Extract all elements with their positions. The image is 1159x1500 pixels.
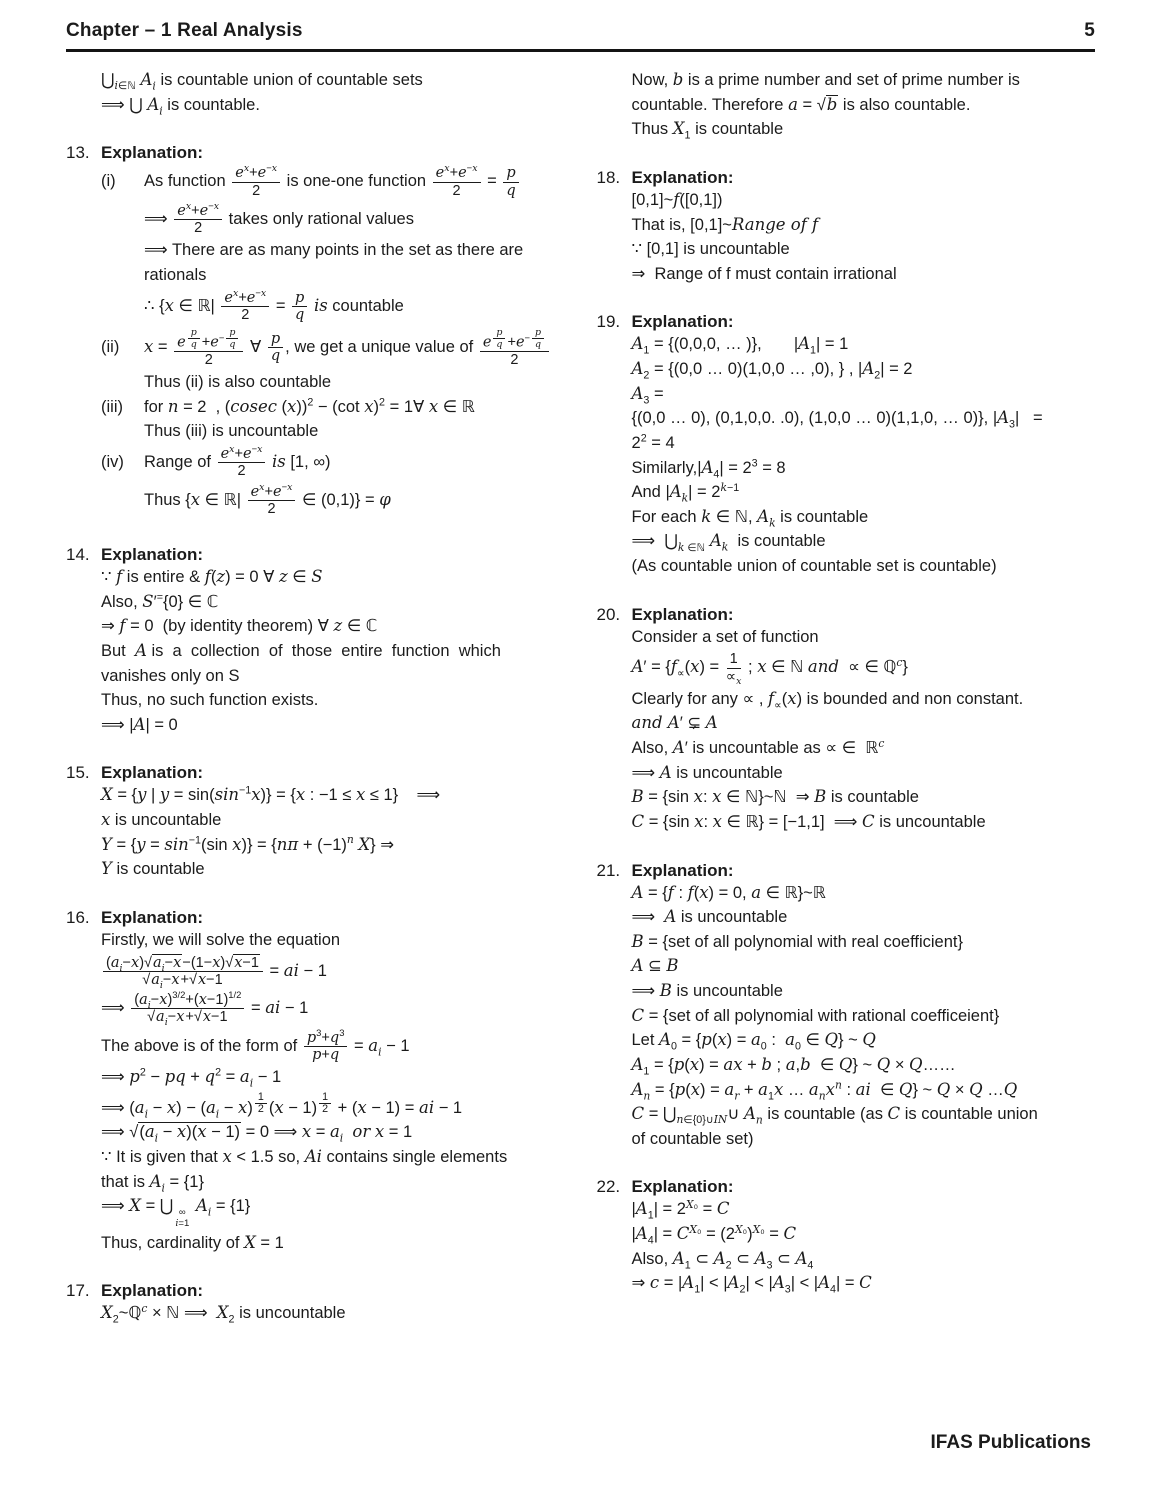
item-head: [597, 168, 1096, 188]
content-line: ⟹ A is uncountable: [631, 762, 783, 782]
item-number: 18.: [596, 167, 621, 187]
explanation-item-22: [597, 1177, 1096, 1296]
content-line: B = {set of all polynomial with real coefficient}: [631, 931, 963, 951]
content-line: ⟹ $\frac{e^x+e^{-x}}{2}$ takes only rational values: [144, 199, 414, 236]
content-line: $A_3$ =: [631, 383, 664, 406]
item-body: [632, 881, 1096, 1152]
content-line: That is, [0,1]~Range of f: [631, 214, 819, 234]
content-line: ⇒ f = 0 (by identity theorem) ∀ z ∈ ℂ: [101, 616, 378, 636]
content-line: ∵ f is entire & f(z) = 0 ∀ z ∈ S: [101, 567, 323, 587]
explanation-item-16: [66, 908, 565, 1255]
explanation-item-20: [597, 605, 1096, 835]
content-line: ⟹ $√(a_i - x)(x - 1) = 0$ ⟹ $x = a_i$ or x = 1: [101, 1122, 413, 1145]
content-line: $|A_1| = 2^{X_0} = C$: [631, 1197, 730, 1222]
content-line: Thus (ii) is also countable: [144, 373, 332, 392]
content-line: ⟹ ⋃ $A_i$ is countable.: [101, 94, 260, 117]
item-number: 15.: [66, 763, 90, 783]
item-body: [101, 68, 565, 117]
item-body: [101, 565, 565, 737]
right-column: [597, 68, 1096, 1352]
content-line: Let $A_0 = \{p(x) = a_0$ : $a_0$ ∈ Q} ~ Q: [631, 1030, 876, 1053]
item-head: [66, 763, 565, 783]
content-line: Thus {x ∈ ℝ| $\frac{e^x+e^{-x}}{2}$ ∈ (0,1)} = φ: [144, 480, 391, 517]
two-column-layout: [66, 68, 1095, 1352]
content-line: ⟹ X = ⋃ ∞ i=1 $A_i = \{1\}$: [101, 1196, 251, 1229]
content-line: The above is of the form of $\frac{p^3+q^3}{p+q}$ = $a_i - 1$: [101, 1026, 410, 1063]
item-head: [66, 143, 565, 163]
content-line: $A_n = \{p(x) = a_r + a_1x$ … $a_nx^n$ : ai ∈ Q} ~ Q × Q …Q: [631, 1078, 1018, 1102]
item-body: [632, 625, 1096, 835]
content-line: [0,1]~f([0,1]): [631, 189, 723, 209]
explanation-label: Explanation:: [631, 860, 734, 880]
content-line: $A_1 = \{p(x)$ = ax + b ; a,b ∈ Q} ~ Q × Q……: [631, 1054, 956, 1078]
content-line: ⟹ A is uncountable: [631, 907, 788, 927]
item-number: 21.: [596, 860, 621, 880]
item-head: [597, 312, 1096, 332]
item-number: 13.: [66, 143, 90, 163]
explanation-item-17: [66, 1281, 565, 1326]
content-line: C = {sin x: x ∈ ℝ} = [−1,1] ⟹ C is uncountable: [631, 811, 986, 831]
item-body: [632, 1197, 1096, 1296]
content-line: (ii) x = e $^{\frac{p}{q}}$ $+e^{- \frac{p}{q}}$ 2 ∀ $\frac{p}{q}$ , we get a unique value of e $^{\frac{p}{q}}$ $+e^{- \frac{p}{q}}$ 2: [101, 325, 565, 370]
item-head: [597, 861, 1096, 881]
content-line: $X_2\sim ℚ^c$ × ℕ ⟹ $X_2$ is uncountable: [101, 1301, 346, 1326]
content-line: that is $A_i = \{1\}$: [101, 1171, 204, 1194]
explanation-label: Explanation:: [101, 143, 204, 163]
content-line: X = {y | $y = \sin(\sin^{-1}x)\} = \{x$ : −1 ≤ x ≤ 1} ⟹: [101, 784, 441, 805]
content-line: Also, S′={0} ∈ ℂ: [101, 591, 219, 611]
content-line: A ⊆ B: [631, 956, 679, 976]
item-number: 19.: [596, 312, 621, 332]
content-line: (iv) Range of $\frac{e^x+e^{-x}}{2}$ is [1, ∞): [101, 443, 331, 480]
item-body: [101, 783, 565, 882]
item-number: 22.: [596, 1177, 621, 1197]
content-line: (iii) for n = 2 , (cosec (x))$^2$ − (cot x)$^2$ = 1∀ x ∈ ℝ: [101, 396, 475, 416]
content-line: $|A_4| = C^{X_0} = (2^{X_0})^{X_0} = C$: [631, 1222, 797, 1247]
item-number: 16.: [66, 907, 90, 927]
content-line: ⟹ $⋃_{k \in ℕ}$ $A_k$ is countable: [631, 531, 826, 554]
item-body: [101, 163, 565, 519]
explanation-item-13: [66, 143, 565, 519]
explanation-label: Explanation:: [101, 907, 204, 927]
content-line: ⟹ |A| = 0: [101, 714, 178, 734]
content-line: ⇒ $c = |A_1| < |A_2| < |A_3| < |A_4| = C$: [631, 1273, 872, 1296]
content-line: Thus, cardinality of X = 1: [101, 1232, 284, 1252]
content-line: x is uncountable: [101, 810, 222, 830]
item-body: [101, 928, 565, 1255]
content-line: ∵ It is given that x < 1.5 so, Ai contains single elements: [101, 1147, 508, 1167]
content-line: But A is a collection of those entire function which: [101, 640, 501, 660]
content-line: ⟹ $p^2$ − pq + $q^2 = a_i - 1$: [101, 1066, 282, 1090]
explanation-item-14: [66, 545, 565, 737]
content-line: ⟹ B is uncountable: [631, 981, 783, 1000]
content-line: ⟹ There are as many points in the set as there are: [144, 241, 524, 260]
content-line: For each k ∈ ℕ, $A_k$ is countable: [631, 506, 869, 530]
content-line: $C = ⋃_{n\in\{0\}\cup IN}\cup$ $A_n$ is countable (as C is countable union: [631, 1104, 1038, 1127]
left-column: [66, 68, 565, 1352]
page-number: 5: [1084, 20, 1095, 41]
item-head: [597, 605, 1096, 625]
item-head: [66, 908, 565, 928]
continued-text: [597, 68, 1096, 142]
item-head: [597, 1177, 1096, 1197]
item-number: 14.: [66, 545, 90, 565]
item-body: [632, 332, 1096, 578]
content-line: rationals: [144, 265, 207, 284]
chapter-title: Chapter – 1 Real Analysis: [66, 20, 303, 41]
continued-text: [66, 68, 565, 117]
item-body: [632, 68, 1096, 142]
page-header: [66, 20, 1095, 42]
item-head: [66, 1281, 565, 1301]
content-line: ∵ [0,1] is uncountable: [631, 240, 790, 259]
content-line: ∴ {x ∈ ℝ| $\frac{e^x+e^{-x}}{2}$ = $\frac{p}{q}$ is countable: [144, 286, 404, 323]
content-line: $⋃_{i\in ℕ}$ $A_i$ is countable union of countable sets: [101, 70, 423, 93]
content-line: and A′ ⊊ A: [631, 713, 718, 733]
content-line: ⟹ $\frac{(a_i-x)^{3/2}+(x-1)^{1/2}}{√a_i-x+√x-1}$ = ai − 1: [101, 989, 309, 1029]
content-line: Thus $X_1$ is countable: [631, 119, 784, 142]
content-line: (i) As function $\frac{e^x+e^{-x}}{2}$ is one-one function $\frac{e^x+e^{-x}}{2}$ = $\frac{p}{q}$: [101, 163, 565, 201]
explanation-label: Explanation:: [631, 312, 734, 332]
content-line: Consider a set of function: [631, 627, 819, 646]
explanation-label: Explanation:: [101, 1281, 204, 1301]
content-line: $\frac{(a_i-x)√a_i-x-(1-x)√x-1}{√a_i-x+√x-1}$ = ai − 1: [101, 953, 565, 991]
content-line: C = {set of all polynomial with rational coefficeient}: [631, 1005, 1000, 1025]
header-divider: [66, 49, 1095, 52]
content-line: Also, $A_1$ ⊂ $A_2$ ⊂ $A_3$ ⊂ $A_4$: [631, 1248, 814, 1271]
content-line: A = {f : f(x) = 0, a ∈ ℝ}~ℝ: [631, 882, 826, 902]
content-line: Also, A′ is uncountable as ∝ ∈ ℝ$^c$: [631, 736, 885, 757]
item-number: 20.: [596, 604, 621, 624]
item-number: 17.: [66, 1281, 90, 1301]
content-line: $Similarly,|A_4| = 2^3 = 8$: [631, 457, 786, 480]
explanation-label: Explanation:: [101, 763, 204, 783]
content-line: B = {sin x: x ∈ ℕ}~ℕ ⇒ B is countable: [631, 787, 919, 807]
explanation-label: Explanation:: [631, 167, 734, 187]
content-line: ⇒ Range of f must contain irrational: [631, 264, 897, 283]
content-line: vanishes only on S: [101, 666, 240, 685]
explanation-label: Explanation:: [101, 545, 204, 565]
content-line: $Y = \{y = \sin^{-1}(\sin$ $x)\} = \{n\pi + (-1)^n$ X} ⇒: [101, 833, 395, 854]
content-line: countable. Therefore a = √b is also countable.: [631, 94, 971, 114]
content-line: Now, b is a prime number and set of prime number is: [631, 70, 1020, 89]
item-head: [66, 545, 565, 565]
content-line: {(0,0 … 0), (0,1,0,0. .0), (1,0,0 … 0)(1,1,0, … 0)}, $|A_3|$ =: [631, 408, 1043, 431]
item-body: [632, 188, 1096, 287]
item-body: [101, 1301, 565, 1326]
content-line: $2^2 = 4$: [631, 432, 675, 452]
content-line: And $|A_k| = 2^{k-1}$: [631, 480, 740, 505]
content-line: (As countable union of countable set is countable): [631, 557, 997, 575]
content-line: Clearly for any ∝ , $f_\propto(x)$ is bounded and non constant.: [631, 688, 1024, 712]
explanation-item-21: [597, 861, 1096, 1152]
publisher-footer: IFAS Publications: [930, 1432, 1091, 1453]
explanation-item-15: [66, 763, 565, 882]
explanation-item-19: [597, 312, 1096, 578]
content-line: $A' = \{f_\propto(x)$ = $\frac{1}{\propto_x}$ ; x ∈ ℕ and ∝ ∈ ℚ$^c$}: [631, 651, 908, 688]
explanation-label: Explanation:: [631, 604, 734, 624]
content-line: $A_2 = \{(0,0$ … 0)(1,0,0 … ,0), } , $|A_2| = 2$: [631, 359, 913, 382]
explanation-item-18: [597, 168, 1096, 287]
content-line: Y is countable: [101, 859, 205, 879]
content-line: $A_1 = \{(0,0,0$, … )}, $|A_1| = 1$: [631, 334, 849, 357]
content-line: Thus (iii) is uncountable: [144, 422, 319, 441]
content-line: of countable set): [631, 1129, 754, 1148]
content-line: Firstly, we will solve the equation: [101, 930, 341, 949]
content-line: ⟹ $(a_i - x) - (a_i - x)$ $^{\frac{1}{2}}$ (x − 1) $^{\frac{1}{2}}$ + (x − 1) = ai − 1: [101, 1090, 463, 1121]
explanation-label: Explanation:: [631, 1177, 734, 1197]
content-line: Thus, no such function exists.: [101, 691, 319, 710]
